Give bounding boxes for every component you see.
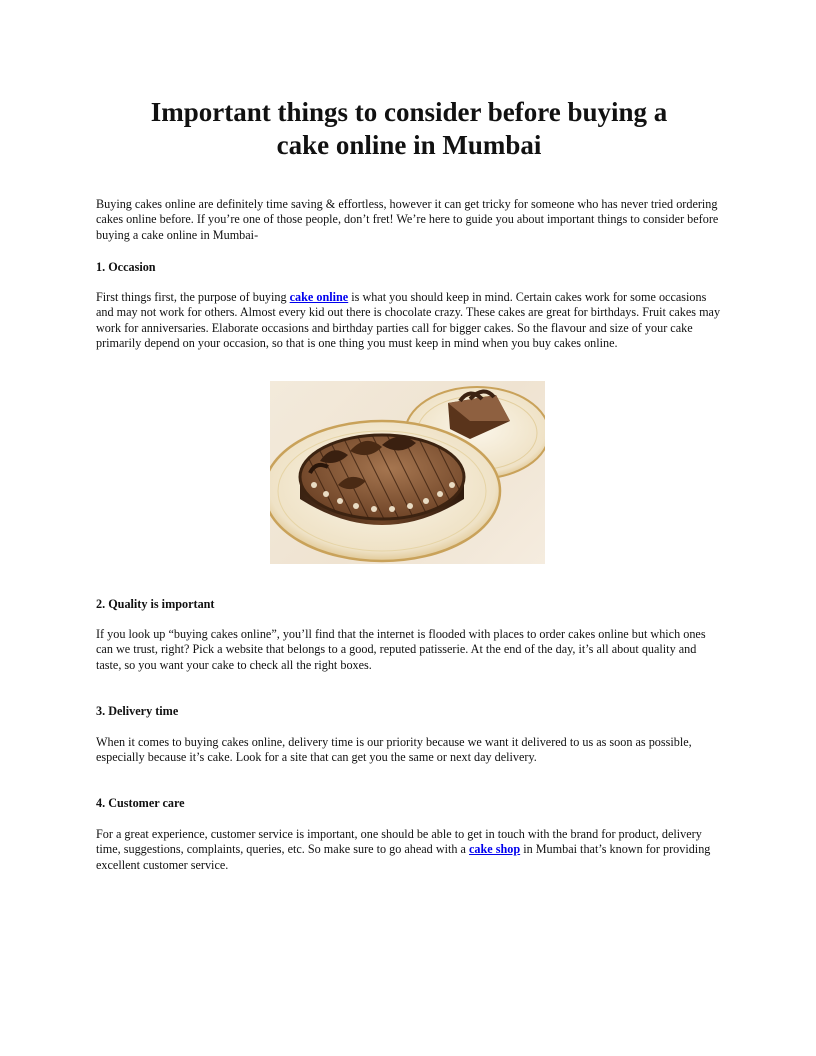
occasion-text-after: is what you should keep in mind. Certain cakes work for some occasions and may not work for others. Almost every kid out there is chocolate crazy. These cakes are great for birthdays. Fruit cakes may work for anniversaries. Elaborate occasions and birthday parties call for bigger cakes. So the flavour and size of your cake primarily depend on your occasion, so that is one thing you must keep in mind when you buy cakes online. (96, 290, 721, 351)
section-heading-quality: 2. Quality is important (96, 597, 215, 611)
document-title (96, 96, 722, 162)
chocolate-cake-image (270, 381, 545, 564)
section-heading-occasion: 1. Occasion (96, 260, 156, 274)
cake-photo (270, 381, 545, 564)
title-line-1: Important things to consider before buying a (150, 97, 668, 127)
section-occasion (96, 260, 722, 275)
cake-shop-link[interactable]: cake shop (469, 842, 521, 857)
intro-block (96, 197, 722, 243)
section-heading-delivery: 3. Delivery time (96, 704, 179, 718)
section-delivery-body (96, 735, 722, 766)
quality-paragraph: If you look up “buying cakes online”, you’ll find that the internet is flooded with places to order cakes online but which ones can we trust, right? Pick a website that belongs to a good, reputed patisserie. At the end of the day, it’s all about quality and taste, so you want your cake to check all the right boxes. (96, 627, 706, 672)
section-customer-care (96, 796, 722, 811)
section-occasion-body (96, 290, 722, 352)
section-customer-care-body (96, 827, 722, 873)
section-delivery (96, 704, 722, 719)
intro-paragraph: Buying cakes online are definitely time saving & effortless, however it can get tricky for someone who has never tried ordering cakes online before. If you’re one of those people, don’t fret! We’re here to guide you about important things to consider before buying a cake online in Mumbai- (96, 197, 719, 242)
section-quality-body (96, 627, 722, 673)
occasion-paragraph (96, 290, 722, 352)
section-quality (96, 597, 722, 612)
occasion-text-before: First things first, the purpose of buying (96, 290, 290, 304)
section-heading-customer-care: 4. Customer care (96, 796, 185, 810)
cake-online-link[interactable]: cake online (289, 290, 349, 304)
customer-care-text-after: in Mumbai that’s known for providing excellent customer service. (96, 842, 711, 872)
customer-care-text-before: For a great experience, customer service is important, one should be able to get in touch with the brand for product, delivery time, suggestions, complaints, queries, etc. So make sure to go ahead with a (96, 827, 702, 857)
delivery-paragraph: When it comes to buying cakes online, delivery time is our priority because we want it delivered to us as soon as possible, especially because it’s cake. Look for a site that can get you the same or next day delivery. (96, 735, 692, 765)
title-line-2: cake online in Mumbai (276, 130, 542, 160)
customer-care-paragraph (96, 827, 722, 873)
document-page (96, 96, 722, 872)
